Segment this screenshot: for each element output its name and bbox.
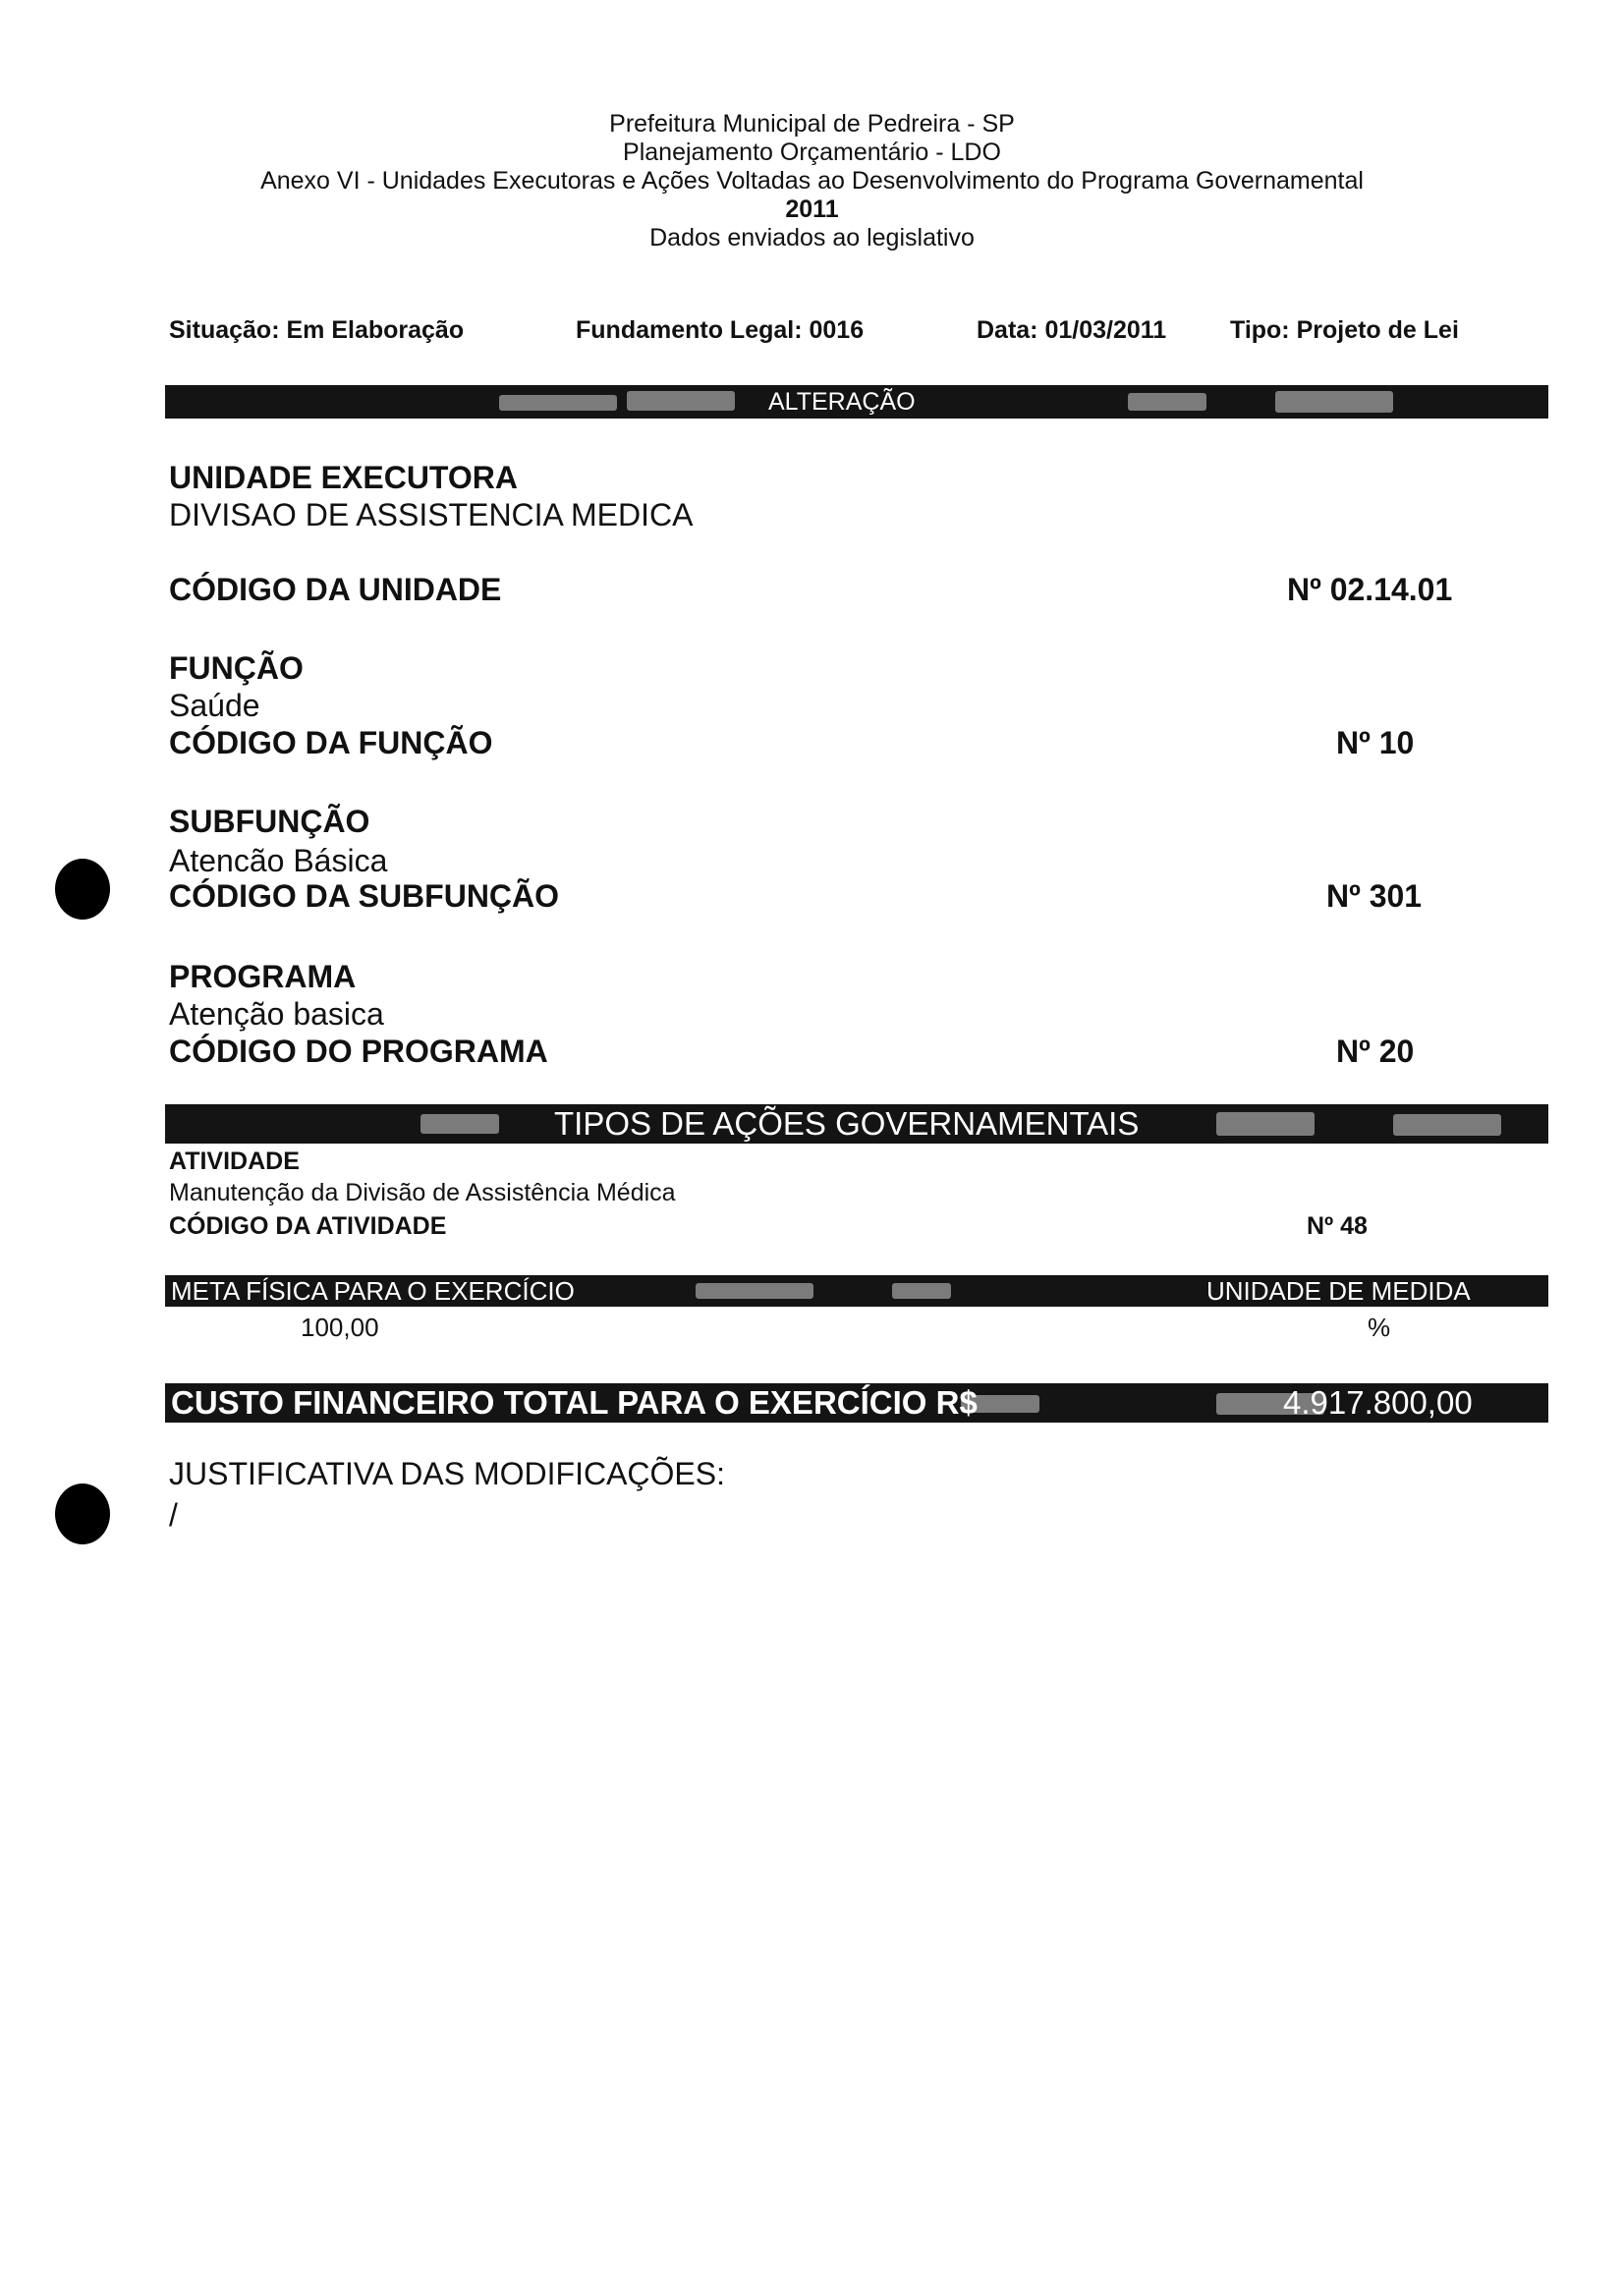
meta-fisica-bar [165, 1275, 1548, 1307]
document-header [0, 110, 1624, 252]
scan-noise [1128, 393, 1206, 411]
custo-financeiro-label: CUSTO FINANCEIRO TOTAL PARA O EXERCÍCIO R$ [171, 1384, 978, 1421]
scan-noise [420, 1114, 499, 1134]
unidade-code-label: CÓDIGO DA UNIDADE [169, 572, 502, 607]
punch-hole-upper [55, 859, 110, 920]
justificativa-label: JUSTIFICATIVA DAS MODIFICAÇÕES: [169, 1456, 725, 1491]
subfuncao-code-label: CÓDIGO DA SUBFUNÇÃO [169, 878, 560, 914]
scan-noise [627, 391, 735, 411]
funcao-code-value: Nº 10 [1336, 725, 1415, 760]
tipos-acoes-bar [165, 1104, 1548, 1144]
situacao: Situação: Em Elaboração [169, 316, 465, 344]
scan-noise [1216, 1112, 1315, 1136]
header-year: 2011 [785, 196, 839, 223]
unidade-code-value: Nº 02.14.01 [1287, 572, 1453, 607]
header-planejamento: Planejamento Orçamentário - LDO [623, 139, 1001, 166]
programa-code-value: Nº 20 [1336, 1034, 1415, 1069]
tipo: Tipo: Projeto de Lei [1230, 316, 1459, 344]
subfuncao-code-value: Nº 301 [1326, 878, 1423, 914]
fundamento-legal: Fundamento Legal: 0016 [576, 316, 865, 344]
meta-fisica-label: META FÍSICA PARA O EXERCÍCIO [171, 1276, 575, 1306]
scan-noise [696, 1283, 813, 1299]
tipos-acoes-label: TIPOS DE AÇÕES GOVERNAMENTAIS [554, 1105, 1140, 1142]
meta-fisica-value: 100,00 [301, 1313, 379, 1342]
funcao-label: FUNÇÃO [169, 650, 304, 686]
scan-noise [499, 395, 617, 411]
custo-financeiro-value: 4.917.800,00 [1283, 1384, 1473, 1421]
custo-financeiro-bar [165, 1383, 1548, 1423]
scan-noise [892, 1283, 951, 1299]
funcao-code-label: CÓDIGO DA FUNÇÃO [169, 725, 493, 760]
subfuncao-label: SUBFUNÇÃO [169, 804, 370, 839]
funcao-value: Saúde [169, 688, 260, 723]
unidade-value: DIVISAO DE ASSISTENCIA MEDICA [169, 497, 694, 532]
justificativa-value: / [169, 1497, 178, 1533]
programa-code-label: CÓDIGO DO PROGRAMA [169, 1034, 548, 1069]
unidade-medida-label: UNIDADE DE MEDIDA [1206, 1276, 1471, 1306]
programa-value: Atenção basica [169, 996, 384, 1032]
atividade-label: ATIVIDADE [169, 1148, 300, 1175]
scan-noise [1275, 391, 1393, 413]
header-prefeitura: Prefeitura Municipal de Pedreira - SP [609, 110, 1015, 138]
header-anexo: Anexo VI - Unidades Executoras e Ações Voltadas ao Desenvolvimento do Programa Governamental [260, 167, 1364, 195]
header-dados: Dados enviados ao legislativo [649, 224, 975, 252]
atividade-value: Manutenção da Divisão de Assistência Médica [169, 1179, 676, 1206]
unidade-medida-value: % [1368, 1313, 1391, 1342]
atividade-code-label: CÓDIGO DA ATIVIDADE [169, 1212, 447, 1240]
scan-noise [1393, 1114, 1501, 1136]
punch-hole-lower [55, 1483, 110, 1544]
data: Data: 01/03/2011 [977, 316, 1167, 344]
atividade-code-value: Nº 48 [1307, 1212, 1368, 1240]
alteracao-label: ALTERAÇÃO [768, 388, 916, 416]
unidade-label: UNIDADE EXECUTORA [169, 460, 518, 495]
subfuncao-value: Atencão Básica [169, 843, 388, 878]
meta-row [169, 316, 1485, 350]
programa-label: PROGRAMA [169, 959, 357, 994]
alteracao-bar [165, 385, 1548, 419]
